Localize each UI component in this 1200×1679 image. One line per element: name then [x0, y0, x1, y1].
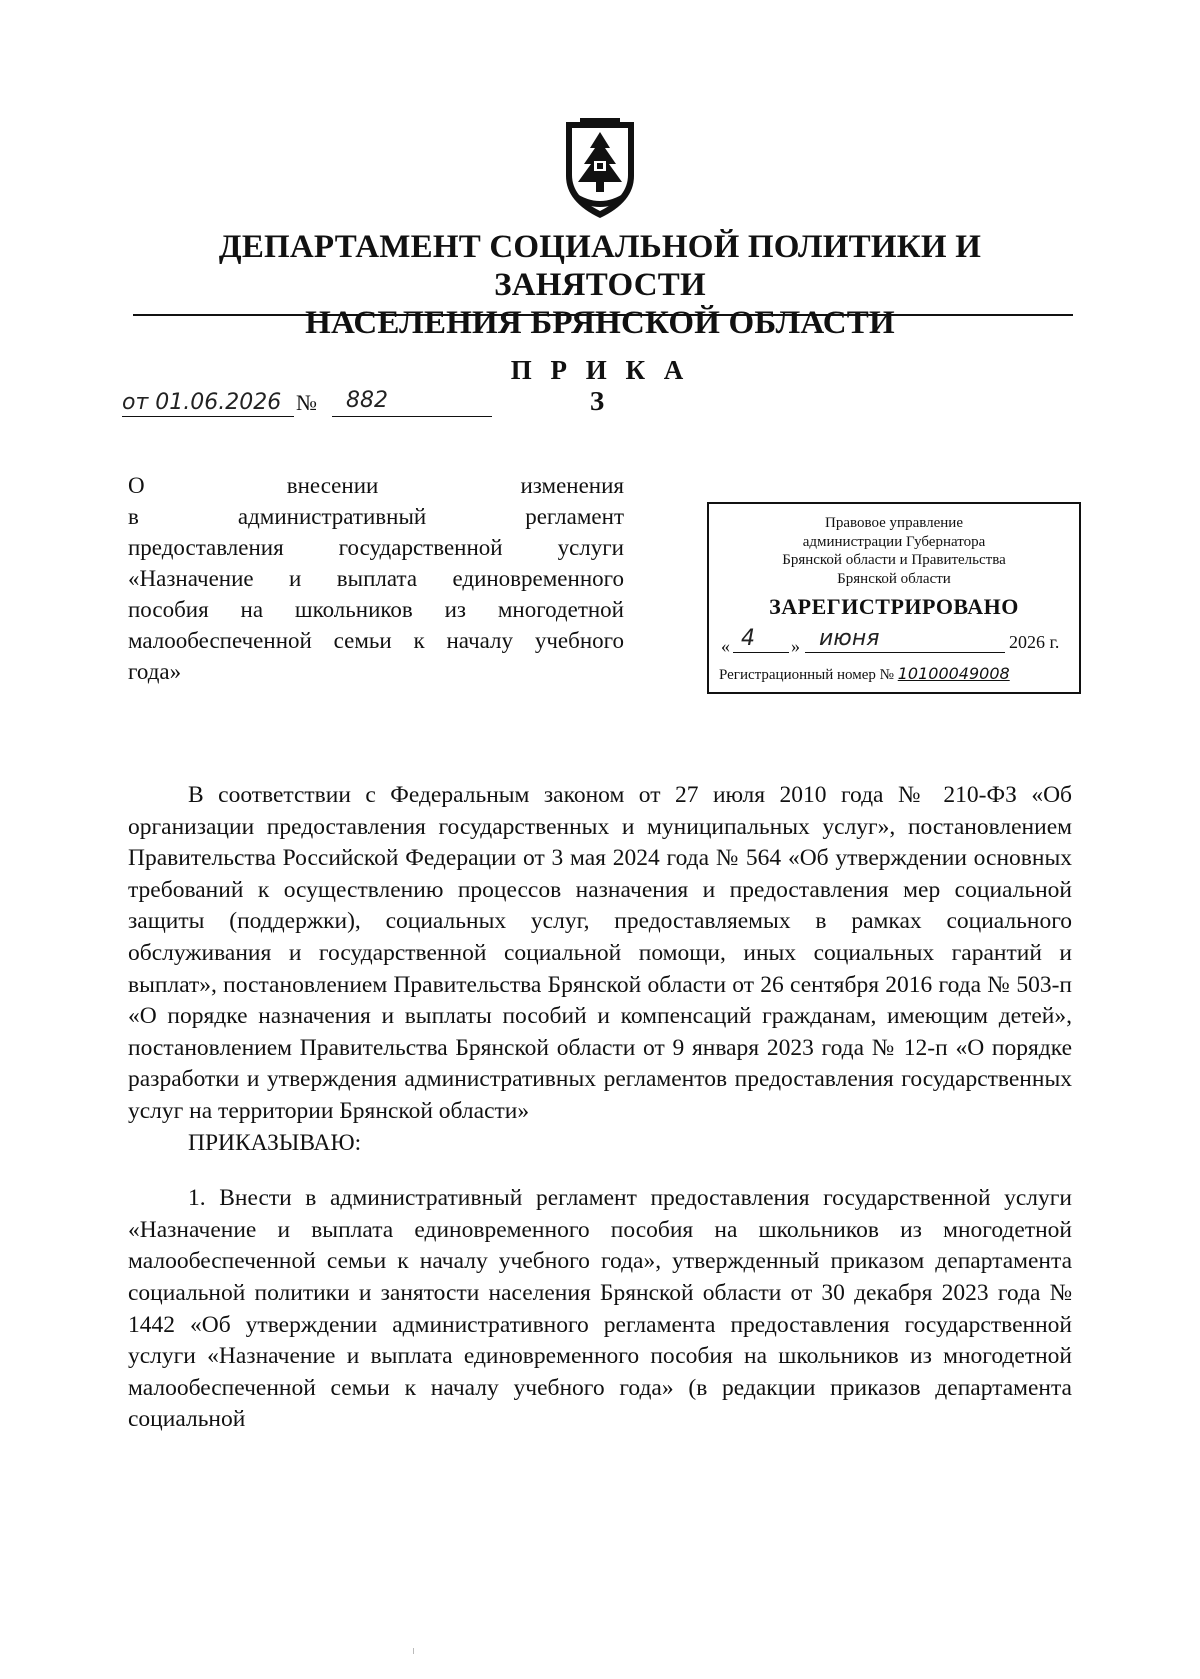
- order-number: 882: [346, 388, 388, 413]
- subject-line: года»: [128, 659, 182, 684]
- subject-line: пособия на школьников из многодетной: [128, 597, 624, 622]
- subject-line: предоставления государственной услуги: [128, 535, 624, 560]
- stamp-day: 4: [741, 626, 755, 651]
- stamp-org-line: Брянской области: [837, 570, 951, 587]
- stamp-registration-number-line: [719, 664, 1079, 684]
- order-number-underline: [332, 416, 492, 417]
- stamp-org-line: администрации Губернатора: [802, 533, 986, 550]
- subject-line: малообеспеченной семьи к началу учебного: [128, 628, 624, 653]
- scan-artifact: [413, 1648, 414, 1654]
- stamp-year: 2026 г.: [1009, 632, 1060, 652]
- order-body: [128, 780, 1072, 1436]
- preamble-paragraph: В соответствии с Федеральным законом от 27 июля 2010 года № 210-ФЗ «Об организации предоставления государственных и муниципальных услуг», постановлением Правительства Российской Федерации от 3 мая 2024 года № 564 «Об утверждении основных требований к осуществлению процессов назначения и предоставления мер социальной защиты (поддержки), социальных услуг, предоставляемых в рамках социального обслуживания и государственной социальной помощи, иных социальных гарантий и выплат», постановлением Правительства Брянской области от 26 сентября 2016 года № 503-п «О порядке назначения и выплаты пособий и компенсаций гражданам, имеющим детей», постановлением Правительства Брянской области от 9 января 2023 года № 12-п «О порядке разработки и утверждения административных регламентов предоставления государственных услуг на территории Брянской области»: [128, 782, 1072, 1124]
- stamp-organization: [709, 514, 1079, 588]
- stamp-date-line: [719, 626, 1071, 658]
- header-divider: [133, 314, 1073, 316]
- department-name-line1: ДЕПАРТАМЕНТ СОЦИАЛЬНОЙ ПОЛИТИКИ И ЗАНЯТОСТИ: [218, 229, 982, 303]
- subject-line: «Назначение и выплата единовременного: [128, 566, 624, 591]
- department-name: [120, 228, 1080, 342]
- stamp-reg-number: 10100049008: [897, 664, 1010, 683]
- stamp-org-line: Правовое управление: [825, 515, 963, 531]
- order-date-underline: [122, 416, 294, 417]
- order-word: ПРИКАЗЫВАЮ:: [188, 1129, 362, 1156]
- order-subject: [128, 470, 624, 687]
- order-item-1: 1. Внести в административный регламент предоставления государственной услуги «Назначение и выплата единовременного пособия на школьников из многодетной малообеспеченной семьи к началу учебного года», утвержденный приказом департамента социальной политики и занятости населения Брянской области от 30 декабря 2023 года № 1442 «Об утверждении административного регламента предоставления государственной услуги «Назначение и выплата единовременного пособия на школьников из многодетной малообеспеченной семьи к началу учебного года» (в редакции приказов департамента социальной: [128, 1185, 1072, 1433]
- department-name-line2: НАСЕЛЕНИЯ БРЯНСКОЙ ОБЛАСТИ: [305, 305, 895, 341]
- stamp-registered-label: ЗАРЕГИСТРИРОВАНО: [769, 594, 1019, 619]
- stamp-month: июня: [819, 626, 880, 651]
- registration-stamp: [707, 502, 1081, 694]
- subject-line: О внесении изменения: [128, 473, 624, 498]
- document-type: П Р И К А З: [510, 355, 690, 416]
- stamp-day-underline: [733, 652, 789, 653]
- stamp-close-quote: »: [791, 636, 800, 656]
- subject-line: в административный регламент: [128, 504, 624, 529]
- stamp-reg-label: Регистрационный номер №: [719, 667, 894, 683]
- order-date: от 01.06.2026: [122, 390, 282, 415]
- stamp-open-quote: «: [721, 636, 730, 656]
- order-number-label: №: [296, 390, 317, 415]
- stamp-org-line: Брянской области и Правительства: [782, 552, 1006, 568]
- coat-of-arms-emblem: [560, 118, 640, 226]
- stamp-month-underline: [805, 652, 1005, 653]
- order-date-number-line: [116, 386, 516, 422]
